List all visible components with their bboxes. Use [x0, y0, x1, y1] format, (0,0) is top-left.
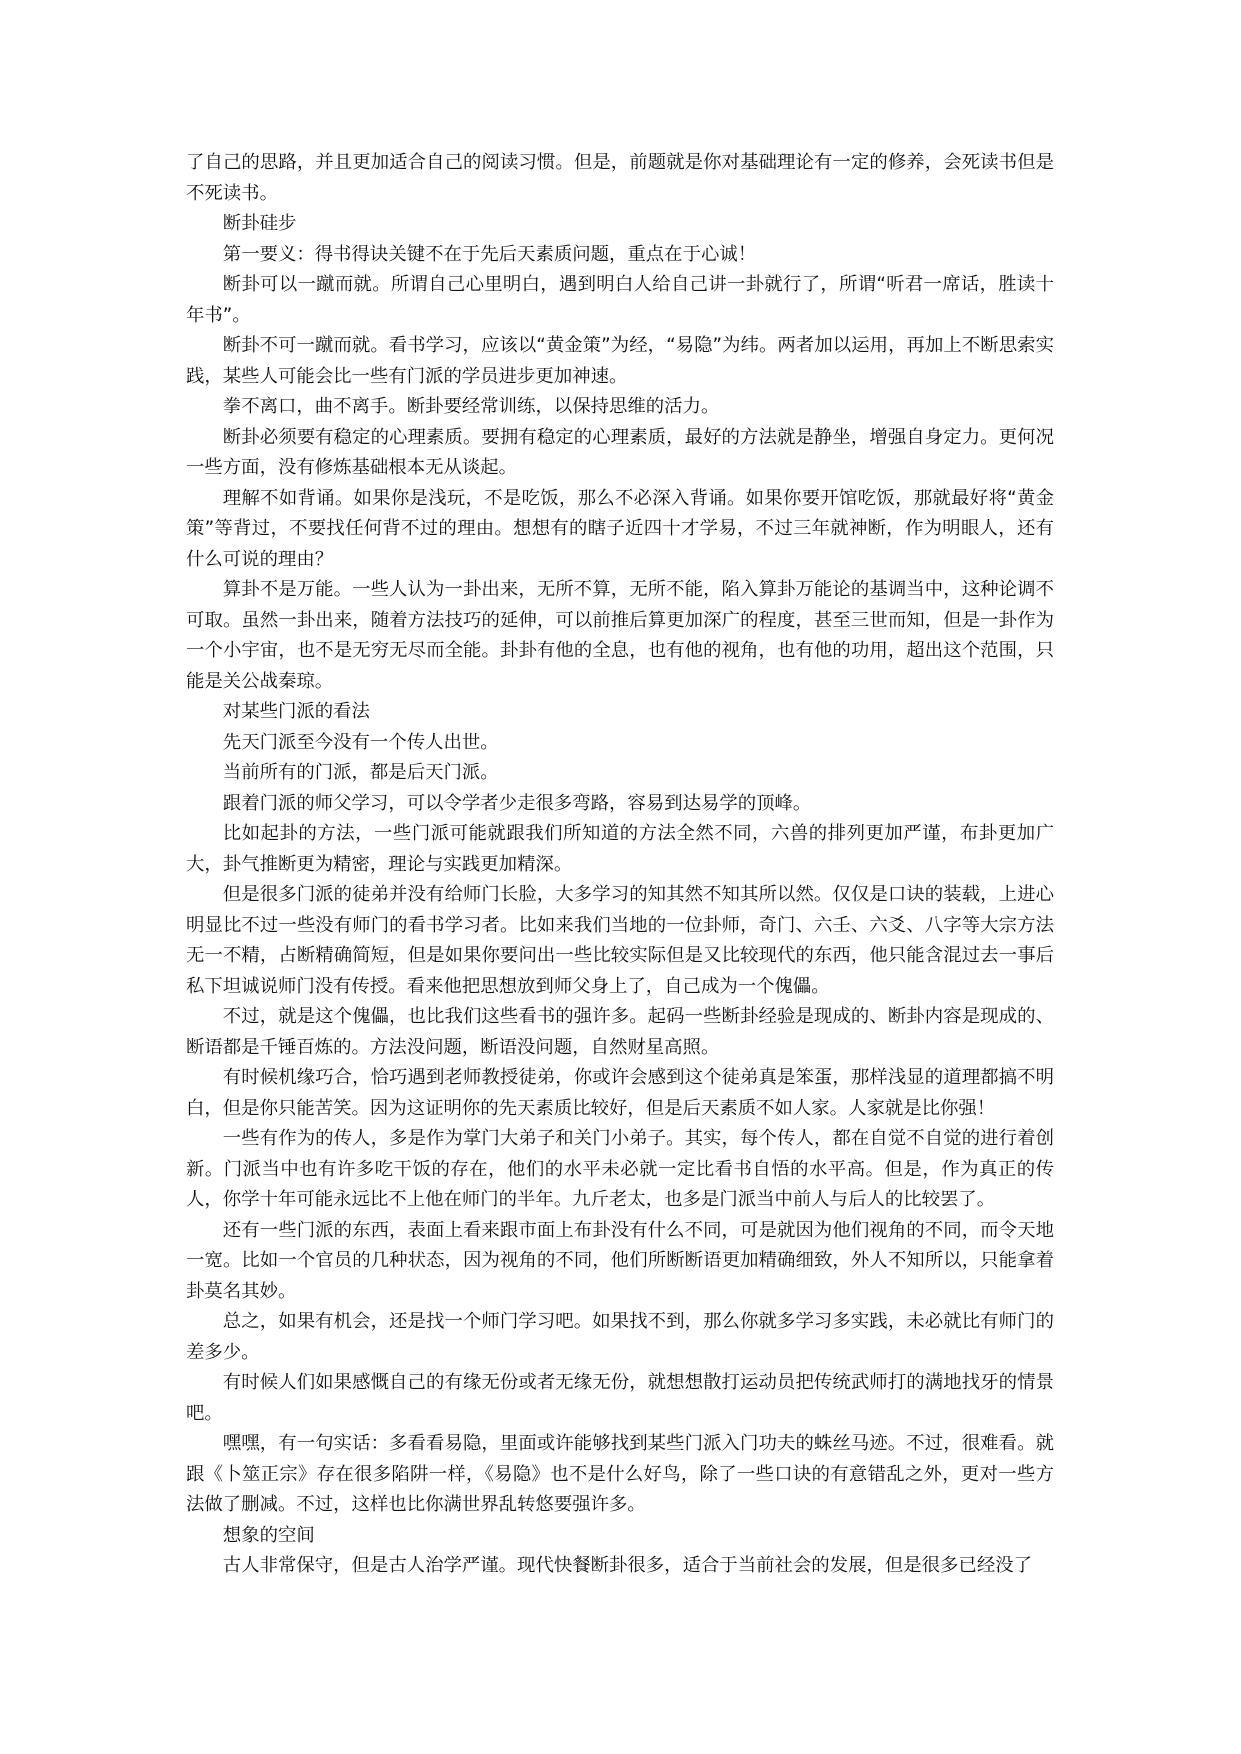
paragraph: 不过，就是这个傀儡，也比我们这些看书的强许多。起码一些断卦经验是现成的、断卦内容是现成的、断语都是千锤百炼的。方法没问题，断语没问题，自然财星高照。 — [186, 1006, 1054, 1058]
paragraph: 算卦不是万能。一些人认为一卦出来，无所不算，无所不能，陷入算卦万能论的基调当中，这种论调不可取。虽然一卦出来，随着方法技巧的延伸，可以前推后算更加深广的程度，甚至三世而知，但是一卦作为一个小宇宙，也不是无穷无尽而全能。卦卦有他的全息，也有他的视角，也有他的功用，超出这个范围，只能是关公战秦琼。 — [186, 579, 1054, 692]
paragraph: 先天门派至今没有一个传人出世。 — [222, 731, 499, 753]
paragraph: 了自己的思路，并且更加适合自己的阅读习惯。但是，前题就是你对基础理论有一定的修养，会死读书但是不死读书。 — [186, 152, 1054, 204]
paragraph: 有时候机缘巧合，恰巧遇到老师教授徒弟，你或许会感到这个徒弟真是笨蛋，那样浅显的道理都搞不明白，但是你只能苦笑。因为这证明你的先天素质比较好，但是后天素质不如人家。人家就是比你强！ — [186, 1067, 1054, 1119]
section-heading: 想象的空间 — [222, 1524, 315, 1546]
paragraph: 比如起卦的方法，一些门派可能就跟我们所知道的方法全然不同，六兽的排列更加严谨，布卦更加广大，卦气推断更为精密，理论与实践更加精深。 — [186, 823, 1054, 875]
paragraph: 断卦可以一蹴而就。所谓自己心里明白，遇到明白人给自己讲一卦就行了，所谓“听君一席话，胜读十年书”。 — [186, 274, 1054, 326]
paragraph: 嘿嘿，有一句实话：多看看易隐，里面或许能够找到某些门派入门功夫的蛛丝马迹。不过，很难看。就跟《卜筮正宗》存在很多陷阱一样，《易隐》也不是什么好鸟，除了一些口诀的有意错乱之外，更对一些方法做了删减。不过，这样也比你满世界乱转悠要强许多。 — [186, 1433, 1054, 1515]
paragraph: 跟着门派的师父学习，可以令学者少走很多弯路，容易到达易学的顶峰。 — [222, 792, 812, 814]
section-heading: 断卦硅步 — [222, 213, 297, 234]
paragraph: 还有一些门派的东西，表面上看来跟市面上布卦没有什么不同，可是就因为他们视角的不同，而令天地一宽。比如一个官员的几种状态，因为视角的不同，他们所断断语更加精确细致，外人不知所以，只能拿着卦莫名其妙。 — [186, 1219, 1054, 1302]
paragraph: 但是很多门派的徒弟并没有给师门长脸，大多学习的知其然不知其所以然。仅仅是口诀的装载，上进心明显比不过一些没有师门的看书学习者。比如来我们当地的一位卦师，奇门、六壬、六爻、八字等大宗方法无一不精，占断精确简短，但是如果你要问出一些比较实际但是又比较现代的东西，他只能含混过去一事后私下坦诚说师门没有传授。看来他把思想放到师父身上了，自己成为一个傀儡。 — [186, 884, 1054, 997]
paragraph: 古人非常保守，但是古人治学严谨。现代快餐断卦很多，适合于当前社会的发展，但是很多已经没了 — [222, 1555, 1032, 1576]
paragraph: 断卦不可一蹴而就。看书学习，应该以“黄金策”为经，“易隐”为纬。两者加以运用，再加上不断思索实践，某些人可能会比一些有门派的学员进步更加神速。 — [186, 335, 1054, 387]
paragraph: 理解不如背诵。如果你是浅玩，不是吃饭，那么不必深入背诵。如果你要开馆吃饭，那就最好将“黄金策”等背过，不要找任何背不过的理由。想想有的瞎子近四十才学易，不过三年就神断，作为明眼人，还有什么可说的理由？ — [186, 487, 1054, 570]
paragraph: 第一要义：得书得诀关键不在于先后天素质问题，重点在于心诚！ — [222, 243, 757, 265]
paragraph: 总之，如果有机会，还是找一个师门学习吧。如果找不到，那么你就多学习多实践，未必就比有师门的差多少。 — [186, 1311, 1054, 1363]
section-heading: 对某些门派的看法 — [222, 701, 370, 722]
paragraph: 拳不离口，曲不离手。断卦要经常训练，以保持思维的活力。 — [222, 396, 720, 417]
paragraph: 断卦必须要有稳定的心理素质。要拥有稳定的心理素质，最好的方法就是静坐，增强自身定力。更何况一些方面，没有修炼基础根本无从谈起。 — [186, 426, 1054, 478]
paragraph: 当前所有的门派，都是后天门派。 — [222, 762, 499, 783]
paragraph: 一些有作为的传人，多是作为掌门大弟子和关门小弟子。其实，每个传人，都在自觉不自觉的进行着创新。门派当中也有许多吃干饭的存在，他们的水平未必就一定比看书自悟的水平高。但是，作为真正的传人，你学十年可能永远比不上他在师门的半年。九斤老太，也多是门派当中前人与后人的比较罢了。 — [186, 1128, 1054, 1210]
paragraph: 有时候人们如果感慨自己的有缘无份或者无缘无份，就想想散打运动员把传统武师打的满地找牙的情景吧。 — [186, 1372, 1054, 1424]
document-page — [186, 148, 1054, 1582]
